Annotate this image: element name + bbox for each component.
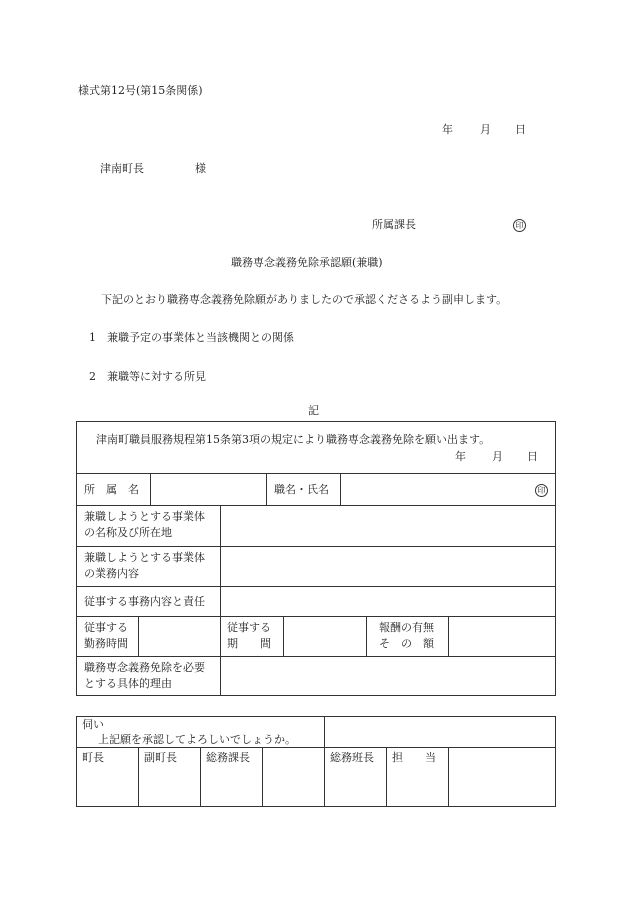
document-title: 職務専念義務免除承認願(兼職) <box>231 256 383 269</box>
top-date-day: 日 <box>515 123 526 136</box>
section-head-seal <box>513 218 526 232</box>
role-person-in-charge: 担 当 <box>392 751 436 764</box>
application-date-day: 日 <box>527 450 538 463</box>
reason-label-line2: とする具体的理由 <box>84 677 172 690</box>
item-1-text: 兼職予定の事業体と当該機関との関係 <box>107 331 294 344</box>
addressee-honorific: 様 <box>195 162 206 175</box>
hours-label-line1: 従事する <box>84 621 128 634</box>
business-content-label-line2: の業務内容 <box>84 567 139 580</box>
form-number: 様式第12号(第15条関係) <box>78 84 203 97</box>
section-head-label: 所属課長 <box>372 218 416 231</box>
business-content-label-line1: 兼職しようとする事業体 <box>84 551 205 564</box>
top-date-year: 年 <box>442 123 453 136</box>
hours-label-line2: 勤務時間 <box>84 637 128 650</box>
role-deputy-mayor: 副町長 <box>144 751 177 764</box>
role-general-affairs-chief: 総務課長 <box>206 751 250 764</box>
period-label-line2: 期 間 <box>227 637 271 650</box>
item-2-num: 2 <box>89 370 96 383</box>
addressee-name: 津南町長 <box>100 162 144 175</box>
approval-question: 上記願を承認してよろしいでしょうか。 <box>98 733 296 746</box>
business-name-label-line2: の名称及び所在地 <box>84 526 172 539</box>
top-date-month: 月 <box>480 123 491 136</box>
pay-label-line1: 報酬の有無 <box>379 621 434 634</box>
application-date-month: 月 <box>492 450 503 463</box>
seal-icon: 印 <box>513 219 526 232</box>
item-2-text: 兼職等に対する所見 <box>107 370 206 383</box>
position-name-label: 職名・氏名 <box>274 483 329 496</box>
duty-responsibility-label: 従事する事務内容と責任 <box>84 595 205 608</box>
pay-label-line2: そ の 額 <box>379 637 434 650</box>
applicant-seal <box>535 483 548 497</box>
role-general-affairs-leader: 総務班長 <box>330 751 374 764</box>
period-label-line1: 従事する <box>227 621 271 634</box>
reason-label-line1: 職務専念義務免除を必要 <box>84 661 205 674</box>
ukagai-label: 伺い <box>82 718 104 731</box>
ki-label: 記 <box>308 404 319 417</box>
business-name-label-line1: 兼職しようとする事業体 <box>84 510 205 523</box>
application-date-year: 年 <box>455 450 466 463</box>
application-statement: 津南町職員服務規程第15条第3項の規定により職務専念義務免除を願い出ます。 <box>96 433 491 446</box>
role-mayor: 町長 <box>82 751 104 764</box>
item-1-num: 1 <box>89 331 96 344</box>
seal-icon: 印 <box>535 484 548 497</box>
affiliation-label: 所 属 名 <box>84 483 139 496</box>
intro-text: 下記のとおり職務専念義務免除願がありましたので承認くださるよう副申します。 <box>101 293 508 306</box>
